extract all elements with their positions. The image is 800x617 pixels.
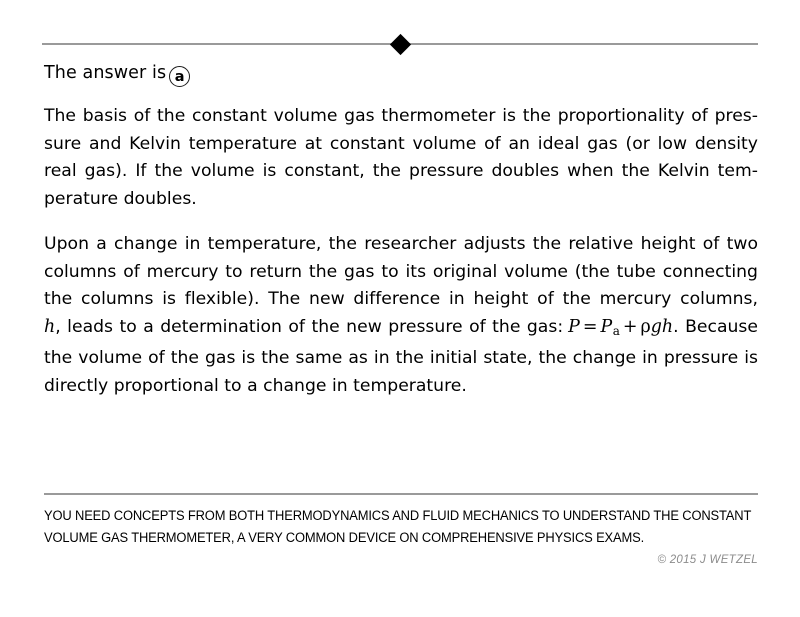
paragraph-two-line-6: directly proportional to a change in temperature. (44, 375, 467, 396)
variable-h-inline: h (44, 316, 56, 337)
copyright-notice: © 2015 J WETZEL (657, 554, 758, 566)
equation-plus: + (622, 316, 638, 337)
paragraph-two-line-4-pre: , leads to a determination of the new pressure of the gas: (55, 316, 564, 337)
paragraph-two-line-5: the volume of the gas is the same as in the initial state, the change in pressure is (44, 348, 758, 368)
bottom-horizontal-rule (44, 493, 758, 495)
equation-rhs-subscript: a (612, 323, 620, 338)
answer-prefix-label: The answer is (44, 63, 167, 83)
paragraph-two-line-4-post: . Because (673, 316, 758, 337)
top-ornament (42, 35, 758, 57)
paragraph-two-line-1: Upon a change in temperature, the researcher adjusts the relative height of two (44, 234, 758, 254)
equation-h: h (661, 316, 674, 337)
paragraph-one-line-1: The basis of the constant volume gas thermometer is the proportionality of pres- (44, 106, 758, 126)
paragraph-two-line-4 (44, 314, 758, 346)
equation-rho: ρ (640, 316, 651, 337)
equation-lhs: P (568, 316, 580, 337)
content-column (44, 60, 758, 400)
paragraph-two-line-2: columns of mercury to return the gas to its original volume (the tube connecting (44, 261, 758, 282)
caption-line-2: VOLUME GAS THERMOMETER, A VERY COMMON DEVICE ON COMPREHENSIVE PHYSICS EXAMS. (44, 529, 645, 545)
equation-inline (568, 317, 673, 337)
paragraph-one (44, 103, 758, 213)
paragraph-one-line-2: sure and Kelvin temperature at constant volume of an ideal gas (or low density (44, 133, 758, 154)
equation-equals: = (582, 316, 598, 337)
answer-choice-badge: a (169, 66, 190, 87)
answer-line (44, 60, 758, 87)
paragraph-one-line-3: real gas). If the volume is constant, the pressure doubles when the Kelvin tem- (44, 161, 758, 181)
paragraph-one-line-4: perature doubles. (44, 188, 197, 209)
equation-g: g (650, 316, 662, 337)
equation-rhs-symbol: P (600, 316, 613, 337)
caption-line-1: YOU NEED CONCEPTS FROM BOTH THERMODYNAMICS AND FLUID MECHANICS TO UNDERSTAND THE CONSTANT (44, 508, 752, 523)
paragraph-two (44, 231, 758, 400)
paragraph-two-line-3: the columns is flexible). The new difference in height of the mercury columns, (44, 289, 758, 309)
caption-block (44, 505, 752, 548)
diamond-ornament-icon (390, 34, 411, 55)
